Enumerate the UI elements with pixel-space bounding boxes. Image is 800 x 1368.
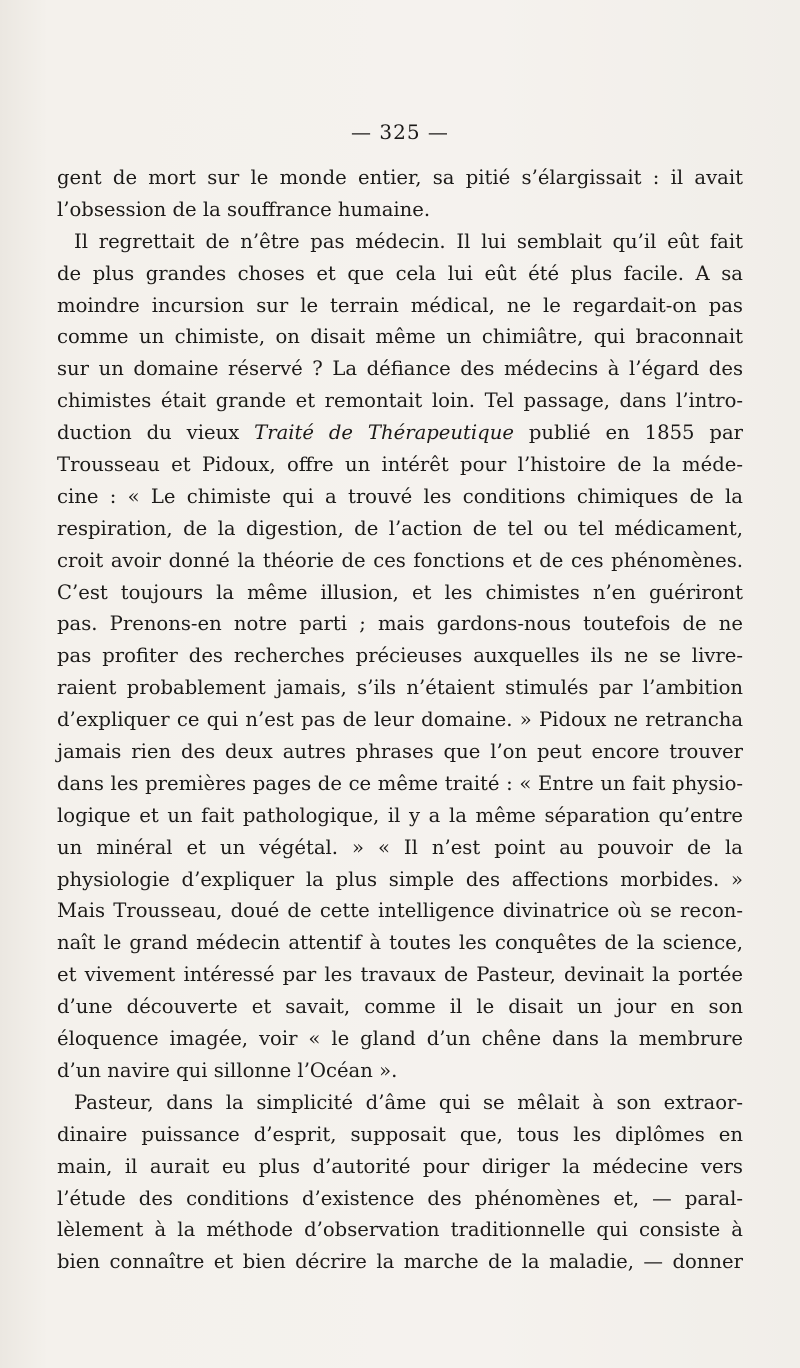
text-line: main, il aurait eu plus d’autorité pour diriger la médecine vers xyxy=(57,1154,743,1178)
text-segment: publié en 1855 par xyxy=(513,421,744,445)
text-line: bien connaître et bien décrire la marche de la maladie, — donner xyxy=(57,1250,743,1274)
text-line xyxy=(57,417,743,449)
text-line: logique et un fait pathologique, il y a la même séparation qu’entre xyxy=(57,803,743,827)
text-line: Mais Trousseau, doué de cette intelligence divinatrice où se recon- xyxy=(57,899,743,923)
text-line: croit avoir donné la théorie de ces fonctions et de ces phénomènes. xyxy=(57,548,743,572)
page-number: — 325 — xyxy=(351,120,449,144)
text-line: sur un domaine réservé ? La défiance des médecins à l’égard des xyxy=(57,357,743,381)
text-segment: duction du vieux xyxy=(57,421,255,445)
text-line: C’est toujours la même illusion, et les chimistes n’en guériront xyxy=(57,580,743,604)
text-line: naît le grand médecin attentif à toutes les conquêtes de la science, xyxy=(57,931,743,955)
text-line: chimistes était grande et remontait loin. Tel passage, dans l’intro- xyxy=(57,389,743,413)
text-line: d’une découverte et savait, comme il le disait un jour en son xyxy=(57,995,743,1019)
text-line: Pasteur, dans la simplicité d’âme qui se mêlait à son extraor- xyxy=(74,1090,743,1114)
text-line: respiration, de la digestion, de l’action de tel ou tel médicament, xyxy=(57,516,743,540)
text-line: physiologie d’expliquer la plus simple des affections morbides. » xyxy=(57,867,743,891)
text-line: l’obsession de la souffrance humaine. xyxy=(57,197,431,221)
text-line: cine : « Le chimiste qui a trouvé les conditions chimiques de la xyxy=(57,484,743,508)
text-line: l’étude des conditions d’existence des phénomènes et, — paral- xyxy=(57,1186,743,1210)
book-title-italic: Traité de Thérapeutique xyxy=(254,421,514,445)
text-line: d’expliquer ce qui n’est pas de leur domaine. » Pidoux ne retrancha xyxy=(57,708,743,732)
text-line: raient probablement jamais, s’ils n’étaient stimulés par l’ambition xyxy=(57,676,743,700)
text-line: lèlement à la méthode d’observation traditionnelle qui consiste à xyxy=(57,1218,743,1242)
text-line: de plus grandes choses et que cela lui eût été plus facile. A sa xyxy=(57,261,743,285)
text-line: un minéral et un végétal. » « Il n’est point au pouvoir de la xyxy=(57,835,743,859)
text-line: dinaire puissance d’esprit, supposait que, tous les diplômes en xyxy=(57,1122,743,1146)
text-line: Il regrettait de n’être pas médecin. Il lui semblait qu’il eût fait xyxy=(74,229,743,253)
text-line: pas profiter des recherches précieuses auxquelles ils ne se livre- xyxy=(57,644,743,668)
text-line: comme un chimiste, on disait même un chimiâtre, qui braconnait xyxy=(57,325,743,349)
text-line: pas. Prenons-en notre parti ; mais gardons-nous toutefois de ne xyxy=(57,612,743,636)
text-line: Trousseau et Pidoux, offre un intérêt pour l’histoire de la méde- xyxy=(57,453,743,477)
text-line: moindre incursion sur le terrain médical, ne le regardait-on pas xyxy=(57,293,743,317)
text-line: dans les premières pages de ce même traité : « Entre un fait physio- xyxy=(57,771,743,795)
body-text xyxy=(57,162,743,1278)
text-line: éloquence imagée, voir « le gland d’un chêne dans la membrure xyxy=(57,1027,743,1051)
text-line: et vivement intéressé par les travaux de Pasteur, devinait la portée xyxy=(57,963,743,987)
text-line: d’un navire qui sillonne l’Océan ». xyxy=(57,1058,398,1082)
text-line: gent de mort sur le monde entier, sa pitié s’élargissait : il avait xyxy=(57,166,743,189)
text-line: jamais rien des deux autres phrases que l’on peut encore trouver xyxy=(57,740,743,764)
